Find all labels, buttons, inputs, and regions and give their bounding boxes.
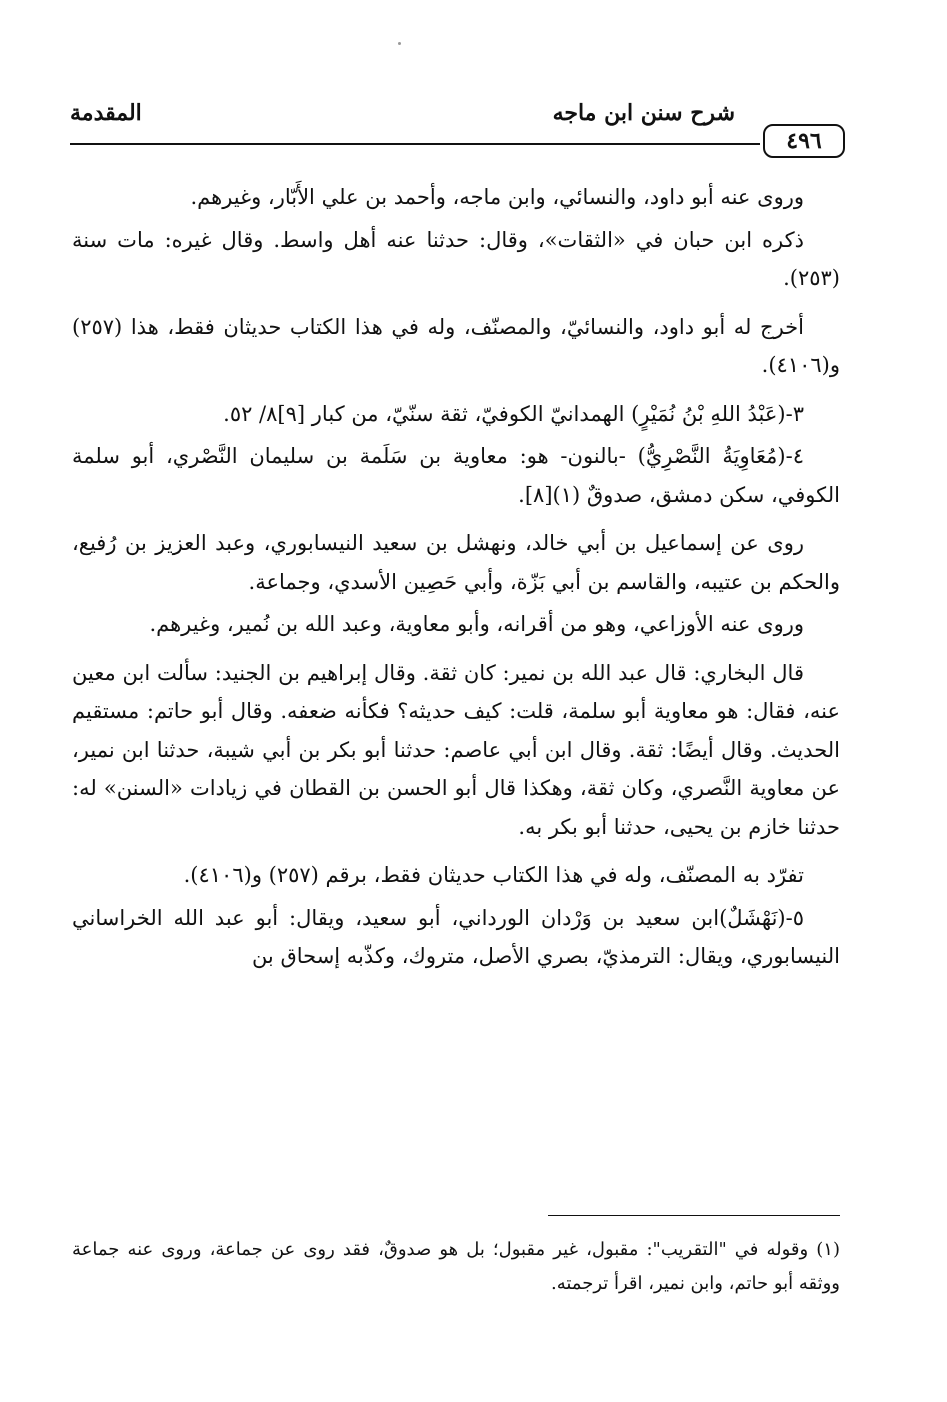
- footnote-rule: [548, 1215, 840, 1216]
- paragraph-7: وروى عنه الأوزاعي، وهو من أقرانه، وأبو معاوية، وعبد الله بن نُمير، وغيرهم.: [149, 612, 804, 636]
- body-text: [72, 178, 840, 986]
- footnote: (١) وقوله في "التقريب": مقبول، غير مقبول؛ بل هو صدوقٌ، فقد روى عن جماعة، وروى عنه جماعة ووثقه أبو حاتم، وابن نمير، اقرأ ترجمته.: [72, 1239, 840, 1294]
- paragraph-3: أخرج له أبو داود، والنسائيّ، والمصنّف، وله في هذا الكتاب حديثان فقط، هذا (٢٥٧) و(٤١٠٦).: [72, 314, 840, 377]
- paragraph-4: ٣-(عَبْدُ اللهِ بْنُ نُمَيْرٍ) الهمدانيّ الكوفيّ، ثقة سنّيّ، من كبار [٩]٨/ ٥٢.: [223, 401, 804, 426]
- paragraph-8: قال البخاري: قال عبد الله بن نمير: كان ثقة. وقال إبراهيم بن الجنيد: سألت ابن معين عنه، فقال: هو معاوية أبو سلمة، قلت: كيف حديثه؟ فكأنه ضعفه. وقال أبو حاتم: مستقيم الحديث. وقال أيضًا: ثقة. وقال ابن أبي عاصم: حدثنا أبو بكر بن أبي شيبة، حدثنا ابن نمير، عن معاوية النَّصري، وكان ثقة، وهكذا قال أبو الحسن بن القطان في زيادات «السنن» له: حدثنا خازم بن يحيى، حدثنا أبو بكر به.: [72, 660, 840, 839]
- section-title: المقدمة: [70, 100, 142, 126]
- paragraph-6: روى عن إسماعيل بن أبي خالد، ونهشل بن سعيد النيسابوري، وعبد العزيز بن رُفيع، والحكم بن عتيبه، والقاسم بن أبي بَزّة، وأبي حَصِين الأسدي، وجماعة.: [72, 531, 840, 594]
- paragraph-9: تفرّد به المصنّف، وله في هذا الكتاب حديثان فقط، برقم (٢٥٧) و(٤١٠٦).: [183, 863, 804, 887]
- paragraph-5: ٤-(مُعَاوِيَةُ النَّصْرِيُّ) -بالنون- هو: معاوية بن سَلَمة بن سليمان النَّصْري، أبو سلمة الكوفي، سكن دمشق، صدوقٌ (١)[٨].: [72, 444, 840, 507]
- page-number: ٤٩٦: [763, 124, 845, 158]
- page-header: [70, 100, 845, 156]
- running-title: شرح سنن ابن ماجه: [552, 100, 735, 126]
- paragraph-2: ذكره ابن حبان في «الثقات»، وقال: حدثنا عنه أهل واسط. وقال غيره: مات سنة (٢٥٣).: [72, 227, 840, 290]
- scan-speck: [398, 42, 401, 45]
- paragraph-10: ٥-(نَهْشَلٌ)ابن سعيد بن وَرْدان الورداني، أبو سعيد، ويقال: أبو عبد الله الخراساني النيسابوري، ويقال: الترمذيّ، بصري الأصل، متروك، وكذّبه إسحاق بن: [72, 905, 840, 968]
- paragraph-1: وروى عنه أبو داود، والنسائي، وابن ماجه، وأحمد بن علي الأَبّار، وغيرهم.: [190, 185, 804, 209]
- header-rule: [70, 143, 760, 145]
